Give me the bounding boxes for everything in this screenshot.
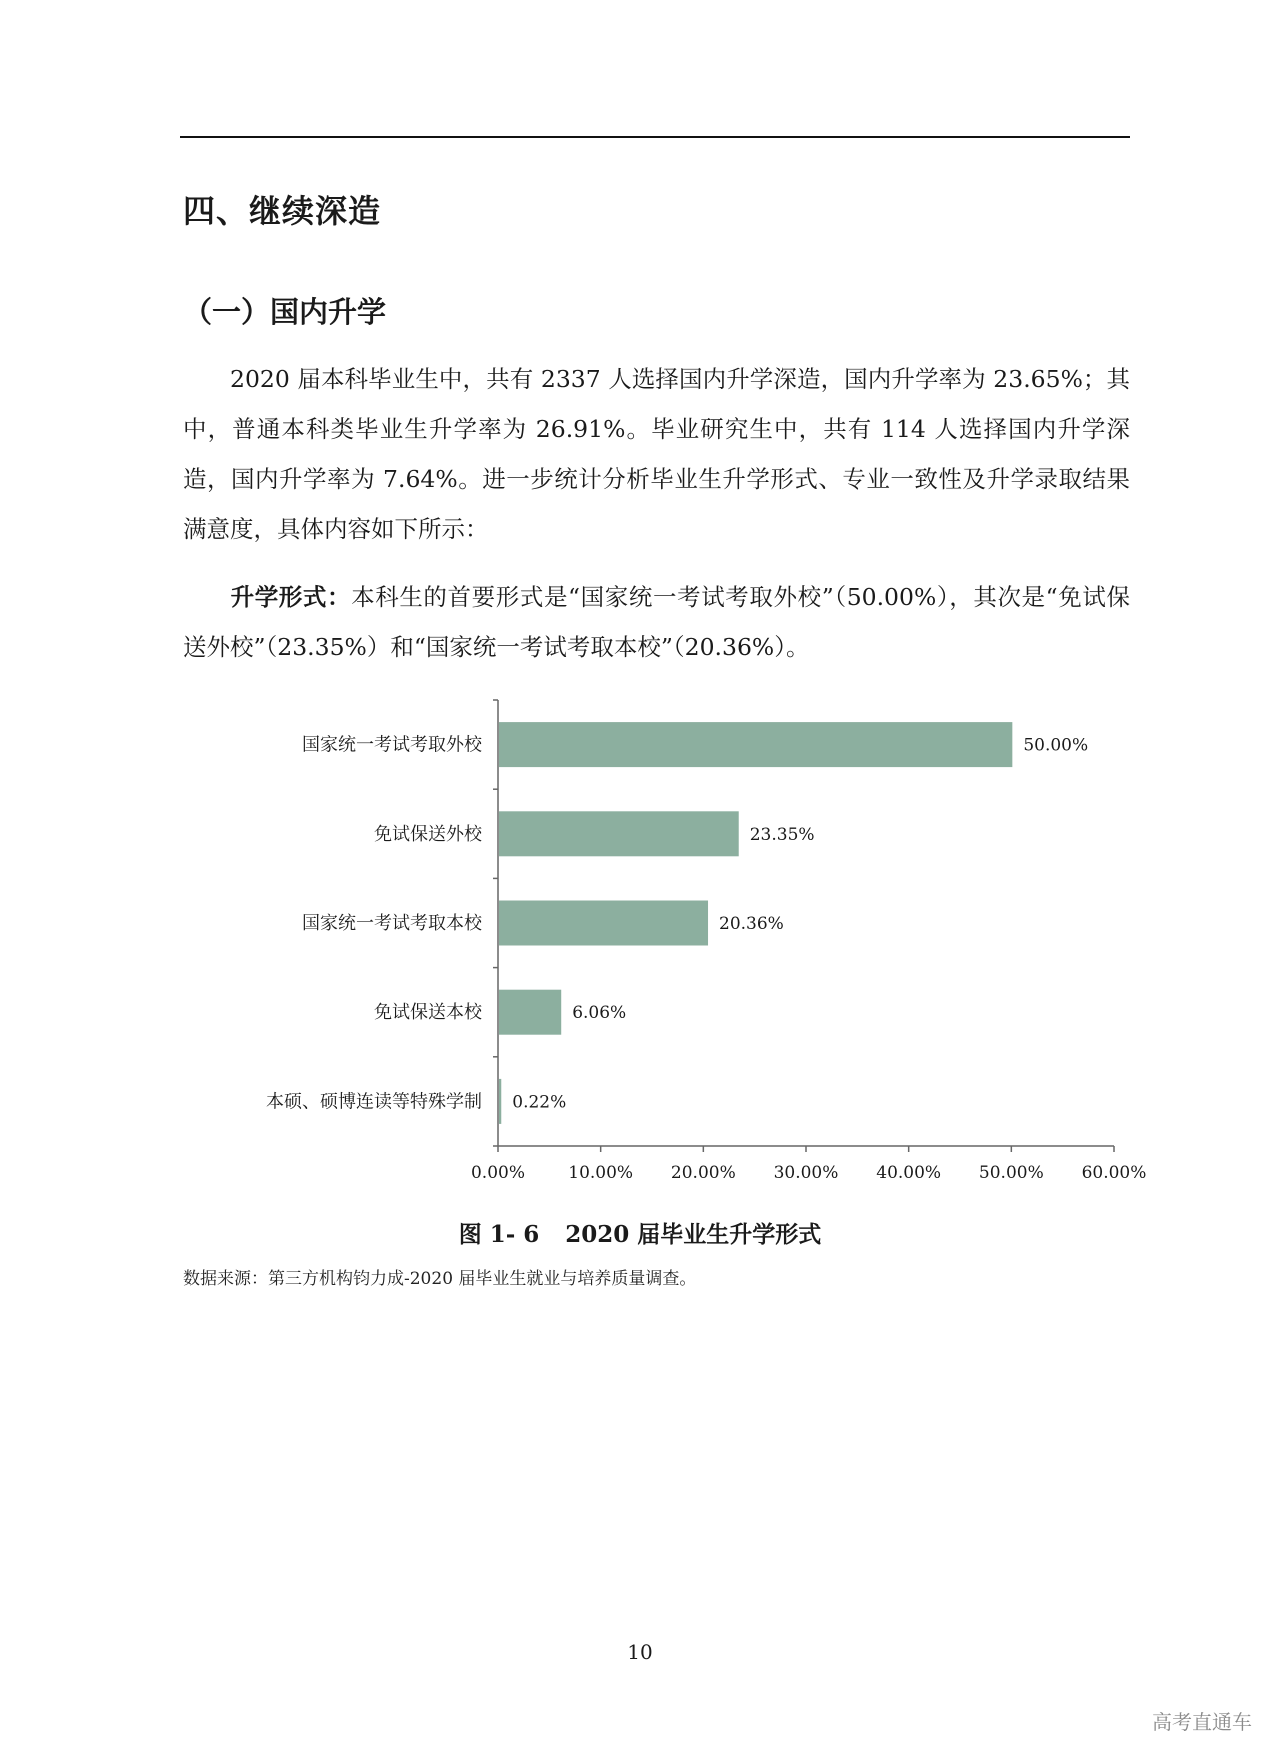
- source-note: 数据来源：第三方机构钧力成-2020 届毕业生就业与培养质量调查。: [183, 1269, 697, 1289]
- bar: [499, 811, 739, 856]
- page-number: 10: [627, 1640, 653, 1664]
- category-label: 本硕、硕博连读等特殊学制: [266, 1091, 482, 1113]
- category-label: 国家统一考试考取外校: [302, 734, 482, 756]
- x-tick-label: 40.00%: [876, 1163, 942, 1183]
- intro-paragraph-text: 2020 届本科毕业生中，共有 2337 人选择国内升学深造，国内升学率为 23.65%；其中，普通本科类毕业生升学率为 26.91%。毕业研究生中，共有 114 人选择国内升学深造，国内升学率为 7.64%。进一步统计分析毕业生升学形式、专业一致性及升学录取结果满意度，具体内容如下所示：: [183, 365, 1130, 543]
- figure-caption: [0, 1216, 1280, 1249]
- x-tick-label: 0.00%: [470, 1163, 526, 1183]
- bar: [499, 901, 708, 946]
- form-paragraph: [183, 572, 1130, 672]
- bar: [499, 1079, 501, 1124]
- category-label: 免试保送外校: [374, 823, 482, 845]
- value-label: 50.00%: [1023, 735, 1089, 756]
- x-tick-label: 50.00%: [978, 1163, 1044, 1183]
- category-label: 免试保送本校: [374, 1002, 482, 1024]
- form-paragraph-body: 本科生的首要形式是“国家统一考试考取外校”（50.00%），其次是“免试保送外校”（23.35%）和“国家统一考试考取本校”（20.36%）。: [183, 583, 1130, 661]
- bar: [499, 990, 561, 1035]
- figure-caption-title: 2020 届毕业生升学形式: [565, 1221, 822, 1248]
- subsection-heading: （一）国内升学: [183, 295, 387, 329]
- x-tick-label: 30.00%: [773, 1163, 839, 1183]
- section-heading: 四、继续深造: [183, 192, 382, 230]
- x-tick-label: 20.00%: [670, 1163, 736, 1183]
- bar: [499, 722, 1012, 767]
- x-tick-label: 60.00%: [1081, 1163, 1147, 1183]
- category-label: 国家统一考试考取本校: [302, 913, 482, 934]
- intro-paragraph: [183, 354, 1130, 554]
- value-label: 20.36%: [719, 914, 784, 934]
- form-paragraph-lead: 升学形式：: [230, 583, 352, 611]
- value-label: 6.06%: [572, 1003, 627, 1024]
- watermark: 高考直通车: [1152, 1710, 1252, 1734]
- value-label: 23.35%: [749, 824, 815, 845]
- value-label: 0.22%: [512, 1092, 567, 1113]
- x-tick-label: 10.00%: [568, 1163, 634, 1183]
- header-rule: [180, 136, 1130, 138]
- figure-caption-number: 图 1- 6: [458, 1221, 540, 1248]
- bar-chart: [0, 680, 1280, 1200]
